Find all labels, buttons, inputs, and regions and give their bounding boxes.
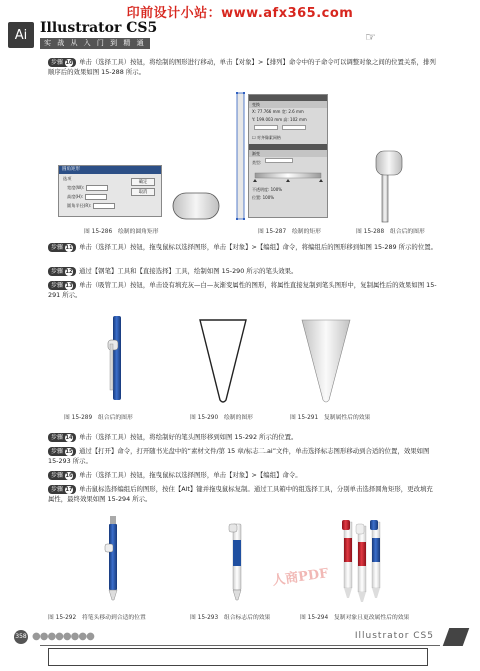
pen-with-logo [224, 520, 250, 604]
white-pen [356, 524, 366, 602]
pdf-watermark-stamp: 人商PDF [271, 566, 330, 589]
step-text: 通过【钢笔】工具和【直接选择】工具，绘制如图 15-290 所示的笔头效果。 [79, 267, 298, 275]
footer-stripe [443, 628, 470, 646]
cancel-button[interactable]: 取消 [131, 188, 155, 196]
page-number: 358 [14, 630, 28, 644]
pen-tip-gradient [298, 316, 354, 408]
caption-15-292: 图 15-292 将笔头移动到合适的位置 [48, 615, 146, 621]
step-text: 通过【打开】命令，打开随书光盘中的“素材文件/第 15 章/标志二.ai”文件，单击选择标志图形移动到合适的位置，效果如图 15-293 所示。 [48, 447, 430, 465]
step-text: 单击（选择工具）按钮，将绘制的图形进行移动，单击【对象】>【排列】命令中的子命令可以调整对象之间的位置关系，排列顺序后的效果如图 15-288 所示。 [48, 58, 436, 76]
footer-brand: Illustrator CS5 [354, 631, 434, 641]
step-text: 单击（吸管工具）按钮，单击设有填充灰—白—灰渐变属性的图形，将属性直接复制到笔头图形中，复制属性后的效果如图 15-291 所示。 [48, 281, 437, 299]
x-row: X: 77.766 mm 宽: 2.6 mm [252, 109, 304, 114]
dialog-width-row: 宽度(W): [59, 183, 161, 192]
caption-15-287: 图 15-287 绘制的矩形 [258, 229, 321, 235]
step-text: 单击（选择工具）按钮，拖曳鼠标以选择图形，单击【对象】>【编组】命令，将编组后的图形移到如图 15-289 所示的位置。 [79, 243, 437, 251]
step-17 [48, 484, 438, 504]
pen-tip-outline [196, 316, 250, 408]
step-badge: 步骤 12 [48, 267, 76, 276]
dialog-radius-row: 圆角半径(R): [59, 201, 161, 210]
step-badge: 步骤 11 [48, 243, 76, 252]
step-badge: 步骤 14 [48, 433, 76, 442]
step-badge: 步骤 15 [48, 447, 76, 456]
footer-rule [40, 645, 440, 646]
step-16 [48, 470, 438, 480]
step-10 [48, 57, 438, 77]
rounded-rect-shape [172, 192, 220, 220]
opacity-row: 不透明度: 100% [252, 187, 283, 192]
angle-row [249, 124, 327, 134]
step-text: 单击（选择工具）按钮，将绘制好的笔头图形移到如图 15-292 所示的位置。 [79, 433, 298, 441]
step-15 [48, 446, 438, 466]
combined-shape [372, 150, 404, 224]
caption-15-291: 图 15-291 复制属性后的效果 [290, 415, 371, 421]
radius-input[interactable] [93, 203, 115, 209]
three-pens [338, 516, 386, 606]
align-pixel-checkbox[interactable]: ☐ 对齐像素网格 [252, 135, 281, 140]
book-subtitle: 实 战 从 入 门 到 精 通 [40, 38, 150, 49]
gradient-type-select[interactable] [265, 158, 293, 163]
step-14 [48, 432, 438, 442]
transform-section: 变换 [249, 101, 327, 108]
step-12 [48, 266, 438, 276]
width-input[interactable] [86, 185, 108, 191]
step-badge: 步骤 17 [48, 485, 76, 494]
gradient-section: 渐变 [249, 150, 327, 157]
blue-pen [370, 520, 380, 598]
caption-15-286: 图 15-286 绘制的圆角矩形 [84, 229, 159, 235]
blue-pen-group [104, 314, 128, 406]
step-badge: 步骤 16 [48, 471, 76, 480]
caption-15-288: 图 15-288 组合后的图形 [356, 229, 425, 235]
red-pen [342, 520, 352, 598]
dialog-height-row: 高度(H): [59, 192, 161, 201]
dialog-section-label: 选项 [63, 176, 72, 181]
rounded-rect-dialog [58, 165, 162, 217]
pen-with-tip [100, 514, 124, 602]
caption-15-294: 图 15-294 复制对象且更改属性后的效果 [300, 615, 410, 621]
step-badge: 步骤 13 [48, 281, 76, 290]
book-title: Illustrator CS5 [40, 20, 158, 36]
step-13 [48, 280, 438, 300]
position-row: 位置: 100% [252, 195, 275, 200]
ok-button[interactable]: 确定 [131, 178, 155, 186]
gradient-type-row: 类型: [249, 157, 327, 167]
caption-15-289: 图 15-289 组合后的图形 [64, 415, 133, 421]
caption-15-293: 图 15-293 组合标志后的效果 [190, 615, 271, 621]
ai-logo-icon: Ai [8, 22, 34, 48]
step-text: 单击鼠标选择编组后的图形，按住【Alt】键并拖曳鼠标复制。通过工具箱中的组选择工具，分别单击选择圆角矩形，更改填充属性，最终效果如图 15-294 所示。 [48, 485, 433, 503]
footer-box [48, 648, 428, 666]
angle-input[interactable] [254, 125, 278, 130]
caption-15-290: 图 15-290 绘制的图形 [190, 415, 253, 421]
shear-input[interactable] [282, 125, 306, 130]
transform-gradient-panel [248, 94, 328, 218]
step-11 [48, 242, 438, 252]
height-input[interactable] [85, 194, 107, 200]
page-header [8, 22, 472, 50]
pointing-hand-icon: ☞ [365, 30, 376, 44]
site-watermark: 印前设计小站：www.afx365.com [126, 6, 354, 21]
y-row: Y: 199.003 mm 高: 102 mm [252, 117, 307, 122]
footer-dots: ●●●●●●●● [32, 631, 94, 642]
step-badge: 步骤 10 [48, 58, 76, 67]
step-text: 单击（选择工具）按钮，拖曳鼠标以选择图形，单击【对象】>【编组】命令。 [79, 471, 302, 479]
dialog-title: 圆角矩形 [59, 166, 161, 174]
gradient-slider[interactable] [251, 172, 327, 182]
tall-rect-shape [236, 92, 246, 222]
